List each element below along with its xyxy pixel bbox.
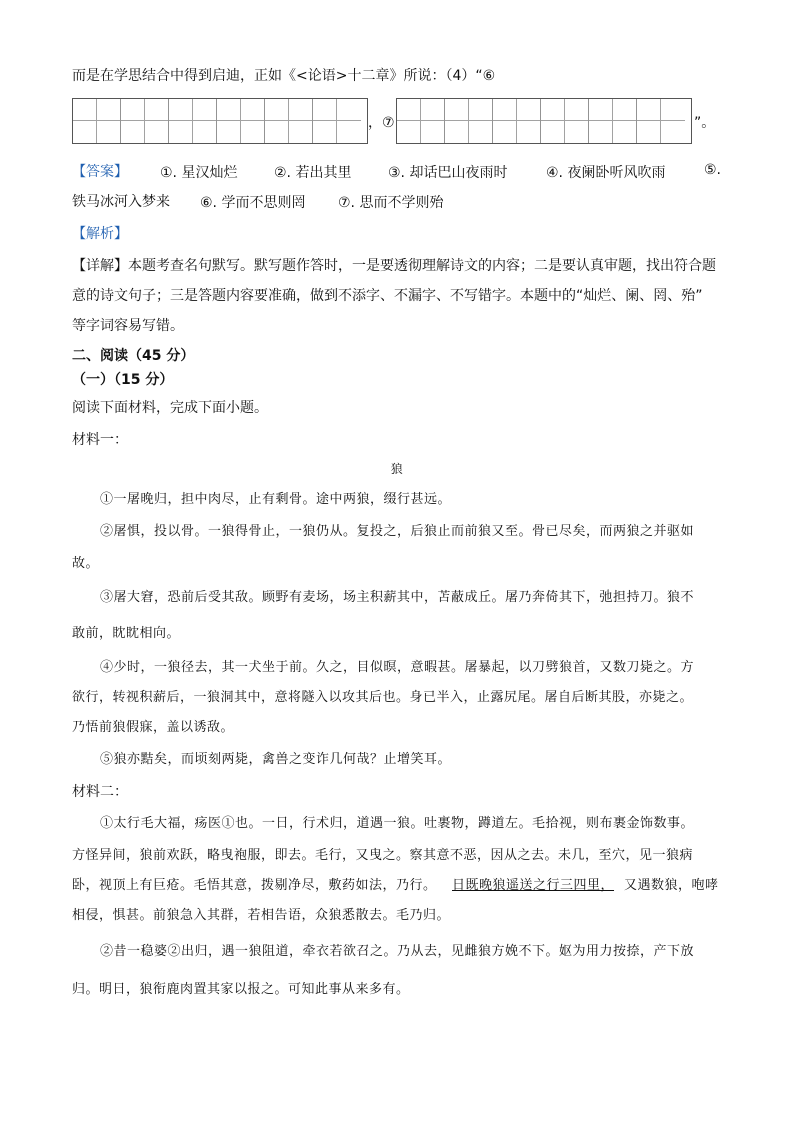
material1-paragraph: ⑤狼亦黠矣，而顷刻两毙，禽兽之变诈几何哉？止增笑耳。 — [100, 752, 452, 767]
material1-label: 材料一： — [72, 432, 128, 448]
answer-item: 铁马冰河入梦来 — [72, 194, 170, 210]
intro-line: 而是在学思结合中得到启迪，正如《<论语>十二章》所说：（4）“⑥ — [72, 68, 496, 84]
material2-paragraph: 又遇数狼，咆哮 — [624, 878, 719, 893]
grid-cell — [121, 99, 169, 143]
material1-title: 狼 — [390, 462, 404, 476]
analysis-label: 【解析】 — [72, 226, 128, 242]
instruction-text: 阅读下面材料，完成下面小题。 — [72, 400, 268, 416]
material1-paragraph: ③屠大窘，恐前后受其敌。顾野有麦场，场主积薪其中，苫蔽成丘。屠乃奔倚其下，弛担持刀。狼不 — [100, 590, 695, 605]
answer-grid-7 — [396, 98, 692, 144]
answer-label: 【答案】 — [72, 164, 128, 180]
grid-cell — [313, 99, 361, 143]
material1-paragraph: 故。 — [72, 556, 100, 571]
subsection-heading: （一）（15 分） — [72, 372, 174, 388]
grid-cell — [73, 99, 121, 143]
section-heading: 二、阅读（45 分） — [72, 348, 195, 364]
material1-paragraph: ①一屠晚归，担中肉尽，止有剩骨。途中两狼，缀行甚远。 — [100, 492, 452, 507]
answer-item: ④. 夜阑卧听风吹雨 — [546, 165, 666, 181]
answer-item: ③. 却话巴山夜雨时 — [388, 165, 508, 181]
material1-paragraph: ②屠惧，投以骨。一狼得骨止，一狼仍从。复投之，后狼止而前狼又至。骨已尽矣，而两狼之并驱如 — [100, 524, 695, 539]
answer-item: ⑤. — [704, 162, 722, 178]
analysis-line: 等字词容易写错。 — [72, 318, 184, 334]
answer-item: ②. 若出其里 — [274, 165, 352, 181]
material2-paragraph: 归。明日，狼衔鹿肉置其家以报之。可知此事从来多有。 — [72, 982, 410, 997]
answer-item: ⑦. 思而不学则殆 — [338, 195, 444, 211]
material1-paragraph: ④少时，一狼径去，其一犬坐于前。久之，目似暝，意暇甚。屠暴起，以刀劈狼首，又数刀毙之。方 — [100, 660, 695, 675]
grid-cell — [169, 99, 217, 143]
material2-paragraph: 相侵，惧甚。前狼急入其群，若相告语，众狼悉散去。毛乃归。 — [72, 908, 451, 923]
grid-cell — [541, 99, 589, 143]
grid-cell — [397, 99, 445, 143]
material1-paragraph: 敢前，眈眈相向。 — [72, 626, 181, 641]
grid-cell — [637, 99, 685, 143]
grid-cell — [217, 99, 265, 143]
analysis-line: 【详解】本题考查名句默写。默写题作答时，一是要透彻理解诗文的内容；二是要认真审题，找出符合题 — [72, 258, 716, 274]
grid-end-marker: ”。 — [694, 115, 716, 131]
material2-paragraph: 卧，视顶上有巨疮。毛悟其意，拨剔净尽，敷药如法，乃行。 — [72, 878, 437, 893]
grid-cell — [589, 99, 637, 143]
material1-paragraph: 欲行，转视积薪后，一狼洞其中，意将隧入以攻其后也。身已半入，止露尻尾。屠自后断其股，亦毙之。 — [72, 690, 694, 705]
material2-label: 材料二： — [72, 784, 128, 800]
answer-grid-6 — [72, 98, 368, 144]
underlined-sentence: 日既晚狼遥送之行三四里， — [452, 878, 615, 893]
material2-paragraph: ②昔一稳婆②出归，遇一狼阻道，牵衣若欲召之。乃从去，见雌狼方娩不下。妪为用力按捺，产下放 — [100, 944, 695, 959]
material2-paragraph: 方怪异间，狼前欢跃，略曳袍服，即去。毛行，又曳之。察其意不恶，因从之去。未几，至穴，见一狼病 — [72, 848, 694, 863]
answer-item: ①. 星汉灿烂 — [160, 165, 238, 181]
grid-separator: ，⑦ — [368, 115, 395, 131]
analysis-line: 意的诗文句子；三是答题内容要准确，做到不添字、不漏字、不写错字。本题中的“灿烂、阑、罔、殆” — [72, 288, 703, 304]
grid-cell — [493, 99, 541, 143]
grid-cell — [265, 99, 313, 143]
grid-cell — [445, 99, 493, 143]
answer-item: ⑥. 学而不思则罔 — [200, 195, 306, 211]
material1-paragraph: 乃悟前狼假寐，盖以诱敌。 — [72, 720, 235, 735]
material2-paragraph: ①太行毛大福，疡医①也。一日，行术归，道遇一狼。吐裹物，蹲道左。毛拾视，则布裹金饰数事。 — [100, 816, 695, 831]
